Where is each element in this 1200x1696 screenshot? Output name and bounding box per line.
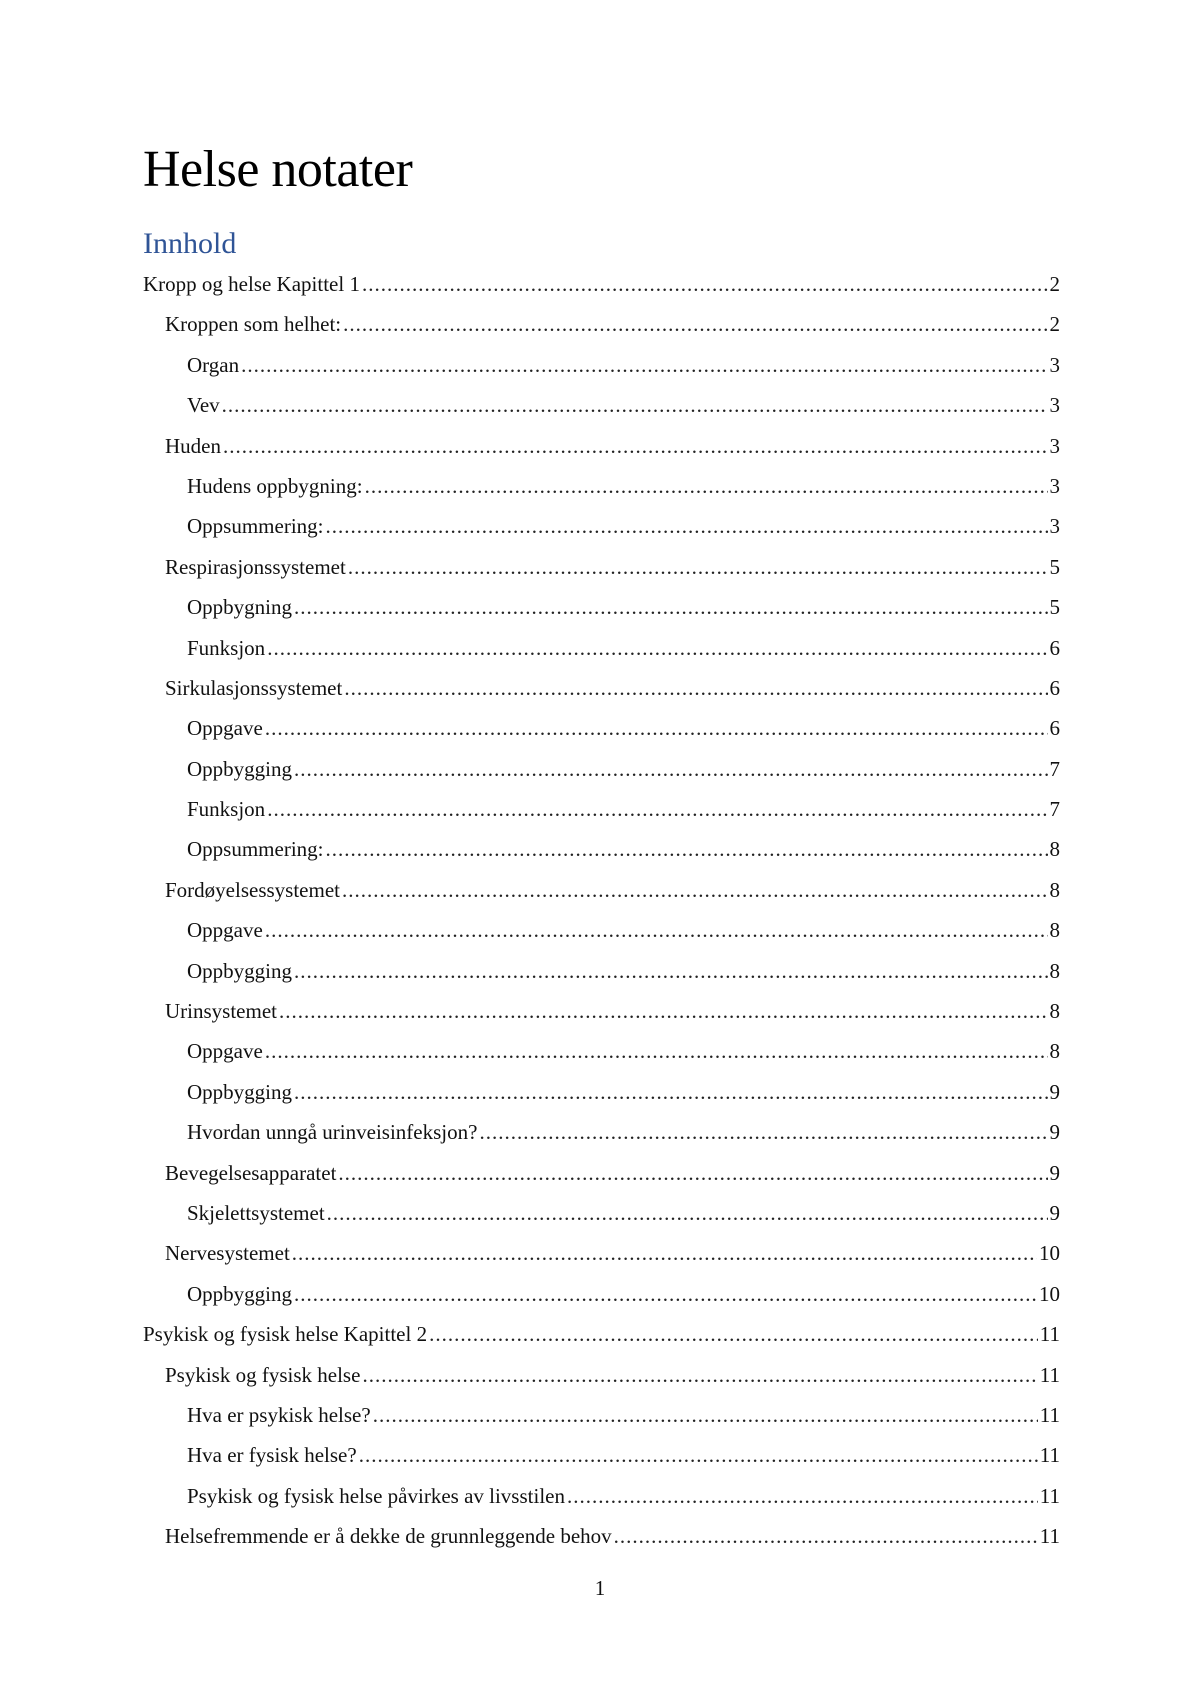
toc-entry-title: Helsefremmende er å dekke de grunnleggende behov [165, 1524, 612, 1549]
toc-entry[interactable] [143, 1112, 1060, 1152]
toc-dot-leader [359, 1435, 1038, 1475]
toc-entry-title: Oppbygging [187, 958, 292, 983]
toc-dot-leader [267, 628, 1047, 668]
toc-entry-title: Oppbygning [187, 595, 292, 620]
toc-dot-leader [429, 1314, 1038, 1354]
toc-entry-title: Bevegelsesapparatet [165, 1160, 337, 1185]
toc-entry-title: Kropp og helse Kapittel 1 [143, 272, 360, 296]
toc-entry-title: Hudens oppbygning: [187, 473, 363, 498]
toc-dot-leader [342, 870, 1048, 910]
table-of-contents [143, 264, 1060, 1557]
toc-entry[interactable] [143, 829, 1060, 869]
toc-dot-leader [343, 304, 1047, 344]
toc-dot-leader [265, 1031, 1048, 1071]
toc-entry-page-number: 11 [1039, 1524, 1060, 1549]
toc-entry-title: Hva er psykisk helse? [187, 1402, 371, 1427]
toc-dot-leader [338, 1153, 1047, 1193]
toc-entry[interactable] [143, 789, 1060, 829]
toc-entry-page-number: 8 [1049, 1039, 1060, 1064]
toc-entry-page-number: 11 [1039, 1322, 1060, 1347]
toc-entry-page-number: 11 [1039, 1402, 1060, 1427]
toc-entry-title: Hva er fysisk helse? [187, 1443, 357, 1468]
toc-entry[interactable] [143, 426, 1060, 466]
toc-entry-page-number: 6 [1049, 716, 1060, 741]
toc-dot-leader [362, 264, 1048, 304]
toc-entry[interactable] [143, 1233, 1060, 1273]
toc-dot-leader [362, 1355, 1037, 1395]
toc-entry-page-number: 3 [1049, 393, 1060, 418]
toc-entry[interactable] [143, 668, 1060, 708]
document-title: Helse notater [143, 141, 413, 198]
toc-entry-title: Psykisk og fysisk helse Kapittel 2 [143, 1322, 428, 1347]
toc-entry[interactable] [143, 1435, 1060, 1475]
toc-entry-page-number: 7 [1049, 756, 1060, 781]
toc-entry-page-number: 6 [1049, 675, 1060, 700]
toc-dot-leader [373, 1395, 1038, 1435]
toc-entry-page-number: 8 [1049, 958, 1060, 983]
toc-dot-leader [294, 749, 1048, 789]
toc-entry-title: Psykisk og fysisk helse [165, 1362, 361, 1387]
toc-entry[interactable] [143, 264, 1060, 304]
toc-dot-leader [365, 466, 1048, 506]
toc-entry[interactable] [143, 506, 1060, 546]
toc-dot-leader [344, 668, 1047, 708]
toc-entry[interactable] [143, 1395, 1060, 1435]
toc-entry-page-number: 3 [1049, 352, 1060, 377]
toc-entry-page-number: 5 [1049, 595, 1060, 620]
toc-entry-title: Organ [187, 352, 240, 377]
toc-dot-leader [292, 1233, 1037, 1273]
toc-entry-title: Funksjon [187, 635, 266, 660]
toc-dot-leader [479, 1112, 1047, 1152]
toc-entry[interactable] [143, 1476, 1060, 1516]
toc-entry-page-number: 3 [1049, 473, 1060, 498]
toc-entry[interactable] [143, 1072, 1060, 1112]
toc-entry-title: Kroppen som helhet: [165, 312, 342, 337]
toc-entry[interactable] [143, 1516, 1060, 1556]
toc-dot-leader [327, 1193, 1048, 1233]
toc-entry-title: Oppbygging [187, 1281, 292, 1306]
toc-entry-title: Fordøyelsessystemet [165, 877, 340, 902]
toc-dot-leader [614, 1516, 1038, 1556]
toc-entry-title: Hvordan unngå urinveisinfeksjon? [187, 1120, 478, 1145]
toc-entry[interactable] [143, 385, 1060, 425]
toc-dot-leader [267, 789, 1047, 829]
toc-entry-title: Sirkulasjonssystemet [165, 675, 343, 700]
toc-entry-title: Respirasjonssystemet [165, 554, 346, 579]
toc-entry[interactable] [143, 304, 1060, 344]
toc-entry-page-number: 2 [1049, 272, 1060, 296]
toc-entry-title: Huden [165, 433, 221, 458]
toc-entry-title: Oppgave [187, 918, 263, 943]
toc-entry-title: Nervesystemet [165, 1241, 290, 1266]
toc-entry-page-number: 9 [1049, 1079, 1060, 1104]
toc-entry-page-number: 9 [1049, 1120, 1060, 1145]
toc-entry-title: Urinsystemet [165, 999, 277, 1024]
toc-entry-page-number: 10 [1039, 1281, 1060, 1306]
toc-entry-page-number: 11 [1039, 1443, 1060, 1468]
toc-entry[interactable] [143, 1153, 1060, 1193]
toc-entry-title: Oppsummering: [187, 837, 324, 862]
toc-entry-page-number: 11 [1039, 1362, 1060, 1387]
toc-heading: Innhold [143, 227, 237, 260]
toc-entry-page-number: 3 [1049, 514, 1060, 539]
toc-entry[interactable] [143, 870, 1060, 910]
toc-entry-title: Oppgave [187, 716, 263, 741]
toc-entry-page-number: 7 [1049, 797, 1060, 822]
toc-entry-page-number: 3 [1049, 433, 1060, 458]
toc-dot-leader [567, 1476, 1038, 1516]
toc-entry-page-number: 10 [1039, 1241, 1060, 1266]
toc-entry-page-number: 2 [1049, 312, 1060, 337]
toc-entry[interactable] [143, 1193, 1060, 1233]
toc-entry-page-number: 8 [1049, 877, 1060, 902]
toc-entry[interactable] [143, 910, 1060, 950]
toc-dot-leader [294, 1274, 1037, 1314]
toc-entry[interactable] [143, 1314, 1060, 1354]
toc-dot-leader [241, 345, 1047, 385]
toc-entry-page-number: 9 [1049, 1160, 1060, 1185]
toc-dot-leader [265, 910, 1048, 950]
toc-entry[interactable] [143, 991, 1060, 1031]
toc-entry[interactable] [143, 749, 1060, 789]
toc-dot-leader [294, 951, 1048, 991]
toc-dot-leader [326, 829, 1048, 869]
toc-entry-page-number: 5 [1049, 554, 1060, 579]
toc-entry[interactable] [143, 628, 1060, 668]
toc-entry[interactable] [143, 345, 1060, 385]
toc-entry-title: Oppbygging [187, 756, 292, 781]
toc-entry-title: Oppsummering: [187, 514, 324, 539]
toc-entry-page-number: 8 [1049, 999, 1060, 1024]
toc-dot-leader [348, 547, 1048, 587]
toc-entry-page-number: 8 [1049, 918, 1060, 943]
toc-entry[interactable] [143, 951, 1060, 991]
toc-entry-title: Oppbygging [187, 1079, 292, 1104]
toc-entry-page-number: 9 [1049, 1200, 1060, 1225]
toc-dot-leader [265, 708, 1048, 748]
toc-entry[interactable] [143, 708, 1060, 748]
toc-entry-title: Vev [187, 393, 220, 418]
toc-dot-leader [279, 991, 1048, 1031]
toc-entry[interactable] [143, 587, 1060, 627]
toc-entry-page-number: 8 [1049, 837, 1060, 862]
toc-entry-title: Skjelettsystemet [187, 1200, 325, 1225]
toc-entry[interactable] [143, 466, 1060, 506]
toc-entry[interactable] [143, 1031, 1060, 1071]
toc-entry-title: Oppgave [187, 1039, 263, 1064]
toc-dot-leader [222, 385, 1048, 425]
toc-entry[interactable] [143, 1355, 1060, 1395]
toc-entry[interactable] [143, 547, 1060, 587]
toc-dot-leader [223, 426, 1048, 466]
toc-entry-title: Psykisk og fysisk helse påvirkes av livsstilen [187, 1483, 565, 1508]
page-number: 1 [594, 1576, 606, 1600]
toc-dot-leader [294, 587, 1048, 627]
toc-entry[interactable] [143, 1274, 1060, 1314]
toc-entry-page-number: 6 [1049, 635, 1060, 660]
toc-dot-leader [294, 1072, 1048, 1112]
toc-entry-title: Funksjon [187, 797, 266, 822]
toc-entry-page-number: 11 [1039, 1483, 1060, 1508]
toc-dot-leader [326, 506, 1048, 546]
